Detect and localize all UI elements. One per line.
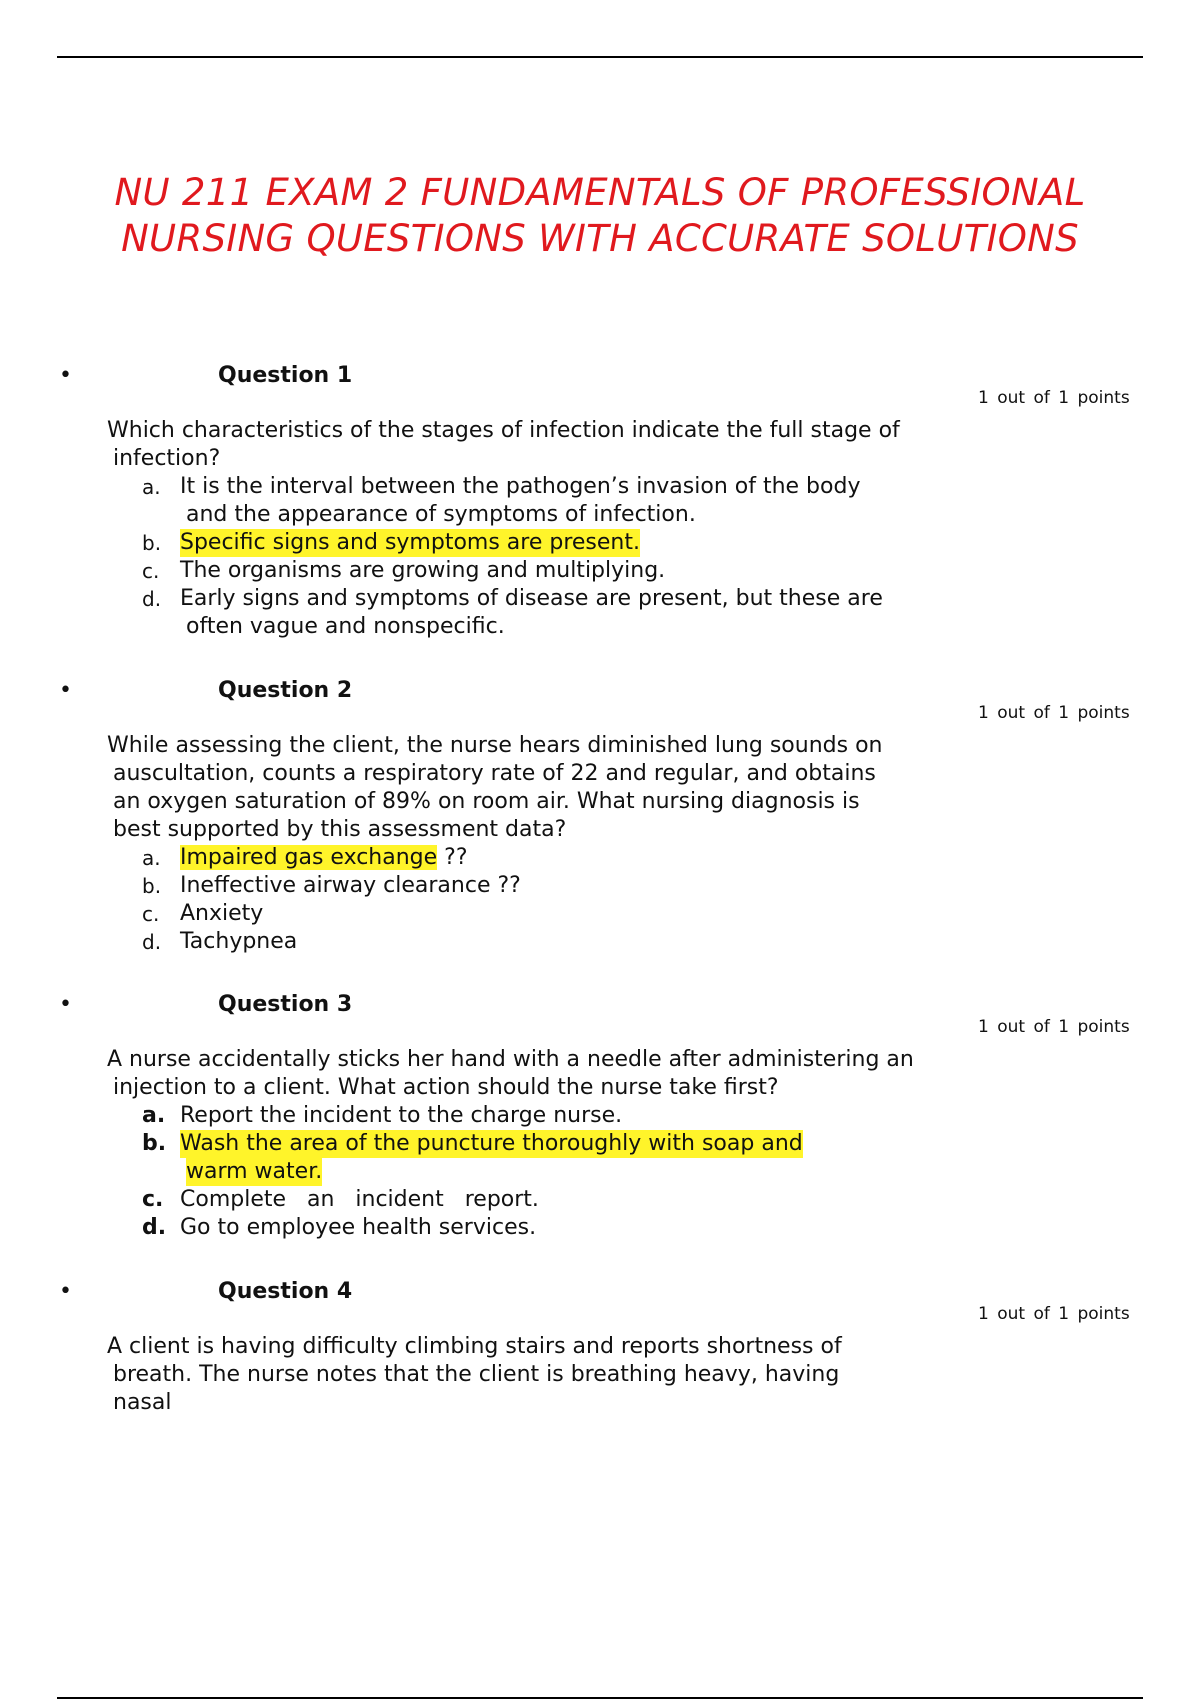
points-score: 1 out of 1 points bbox=[978, 388, 1130, 408]
title-line-2: NURSING QUESTIONS WITH ACCURATE SOLUTIONS bbox=[121, 217, 1079, 260]
answer-option-b[interactable] bbox=[0, 872, 1200, 900]
option-letter: a. bbox=[142, 1103, 166, 1128]
option-text-continued: often vague and nonspecific. bbox=[186, 614, 505, 639]
points-score: 1 out of 1 points bbox=[978, 703, 1130, 723]
answer-options bbox=[0, 473, 1200, 641]
option-text bbox=[180, 844, 468, 872]
question-label: Question 2 bbox=[218, 678, 353, 703]
question-label: Question 1 bbox=[218, 363, 353, 388]
question-text bbox=[107, 417, 987, 473]
answer-options bbox=[0, 844, 1200, 956]
option-letter: d. bbox=[142, 930, 162, 954]
option-text: It is the interval between the pathogen’s invasion of the body bbox=[180, 474, 861, 499]
question-text bbox=[107, 1333, 987, 1417]
option-letter: d. bbox=[142, 1215, 167, 1240]
question-label: Question 4 bbox=[218, 1279, 353, 1304]
option-text: Go to employee health services. bbox=[180, 1215, 537, 1240]
question-text-line: breath. The nurse notes that the client is breathing heavy, having bbox=[113, 1362, 840, 1387]
question-text-line: While assessing the client, the nurse hears diminished lung sounds on bbox=[107, 733, 883, 758]
bottom-rule bbox=[57, 1697, 1143, 1699]
bullet: • bbox=[59, 363, 72, 388]
option-letter: c. bbox=[142, 1187, 164, 1212]
answer-options bbox=[0, 1102, 1200, 1242]
answer-option-a[interactable] bbox=[0, 473, 1200, 529]
option-text: Report the incident to the charge nurse. bbox=[180, 1103, 623, 1128]
bullet: • bbox=[59, 1279, 72, 1304]
bullet: • bbox=[59, 992, 72, 1017]
answer-option-b[interactable] bbox=[0, 529, 1200, 557]
question-text-line: best supported by this assessment data? bbox=[113, 817, 567, 842]
answer-option-a[interactable] bbox=[0, 1102, 1200, 1130]
question-text-line: infection? bbox=[113, 446, 221, 471]
option-letter: a. bbox=[142, 846, 161, 870]
option-text-continued: and the appearance of symptoms of infection. bbox=[186, 502, 696, 527]
option-text-continued-highlighted: warm water. bbox=[186, 1159, 323, 1184]
title-line-1: NU 211 EXAM 2 FUNDAMENTALS OF PROFESSIONAL bbox=[114, 171, 1086, 214]
question-text-line: auscultation, counts a respiratory rate of 22 and regular, and obtains bbox=[113, 761, 876, 786]
question-text-line: Which characteristics of the stages of infection indicate the full stage of bbox=[107, 418, 900, 443]
option-letter: c. bbox=[142, 902, 160, 926]
question-text bbox=[107, 732, 987, 844]
option-text: Tachypnea bbox=[180, 929, 298, 954]
question-text-line: injection to a client. What action should the nurse take first? bbox=[113, 1075, 779, 1100]
option-text-highlighted: Impaired gas exchange bbox=[180, 845, 438, 870]
option-letter: b. bbox=[142, 531, 162, 555]
option-text: Ineffective airway clearance ?? bbox=[180, 873, 521, 898]
question-text bbox=[107, 1046, 987, 1102]
option-letter: c. bbox=[142, 559, 160, 583]
document-title bbox=[0, 170, 1200, 262]
answer-option-b[interactable] bbox=[0, 1130, 1200, 1186]
answer-option-d[interactable] bbox=[0, 585, 1200, 641]
question-text-line: nasal bbox=[113, 1390, 172, 1415]
answer-option-d[interactable] bbox=[0, 928, 1200, 956]
points-score: 1 out of 1 points bbox=[978, 1304, 1130, 1324]
question-text-line: A client is having difficulty climbing stairs and reports shortness of bbox=[107, 1334, 842, 1359]
bullet: • bbox=[59, 678, 72, 703]
answer-option-c[interactable] bbox=[0, 1186, 1200, 1214]
question-text-line: an oxygen saturation of 89% on room air. What nursing diagnosis is bbox=[113, 789, 860, 814]
top-rule bbox=[57, 56, 1143, 58]
option-text: Complete an incident report. bbox=[180, 1187, 539, 1212]
option-letter: b. bbox=[142, 874, 162, 898]
answer-option-c[interactable] bbox=[0, 557, 1200, 585]
option-letter: b. bbox=[142, 1131, 167, 1156]
answer-option-a[interactable] bbox=[0, 844, 1200, 872]
points-score: 1 out of 1 points bbox=[978, 1017, 1130, 1037]
question-text-line: A nurse accidentally sticks her hand with a needle after administering an bbox=[107, 1047, 914, 1072]
option-text: The organisms are growing and multiplying. bbox=[180, 558, 666, 583]
question-label: Question 3 bbox=[218, 992, 353, 1017]
option-text-rest: ?? bbox=[437, 845, 468, 870]
answer-option-c[interactable] bbox=[0, 900, 1200, 928]
option-letter: a. bbox=[142, 475, 161, 499]
option-text: Anxiety bbox=[180, 901, 264, 926]
answer-option-d[interactable] bbox=[0, 1214, 1200, 1242]
option-letter: d. bbox=[142, 587, 162, 611]
option-text: Early signs and symptoms of disease are present, but these are bbox=[180, 586, 883, 611]
option-text-highlighted: Specific signs and symptoms are present. bbox=[180, 530, 640, 555]
option-text-highlighted: Wash the area of the puncture thoroughly with soap and bbox=[180, 1131, 803, 1156]
